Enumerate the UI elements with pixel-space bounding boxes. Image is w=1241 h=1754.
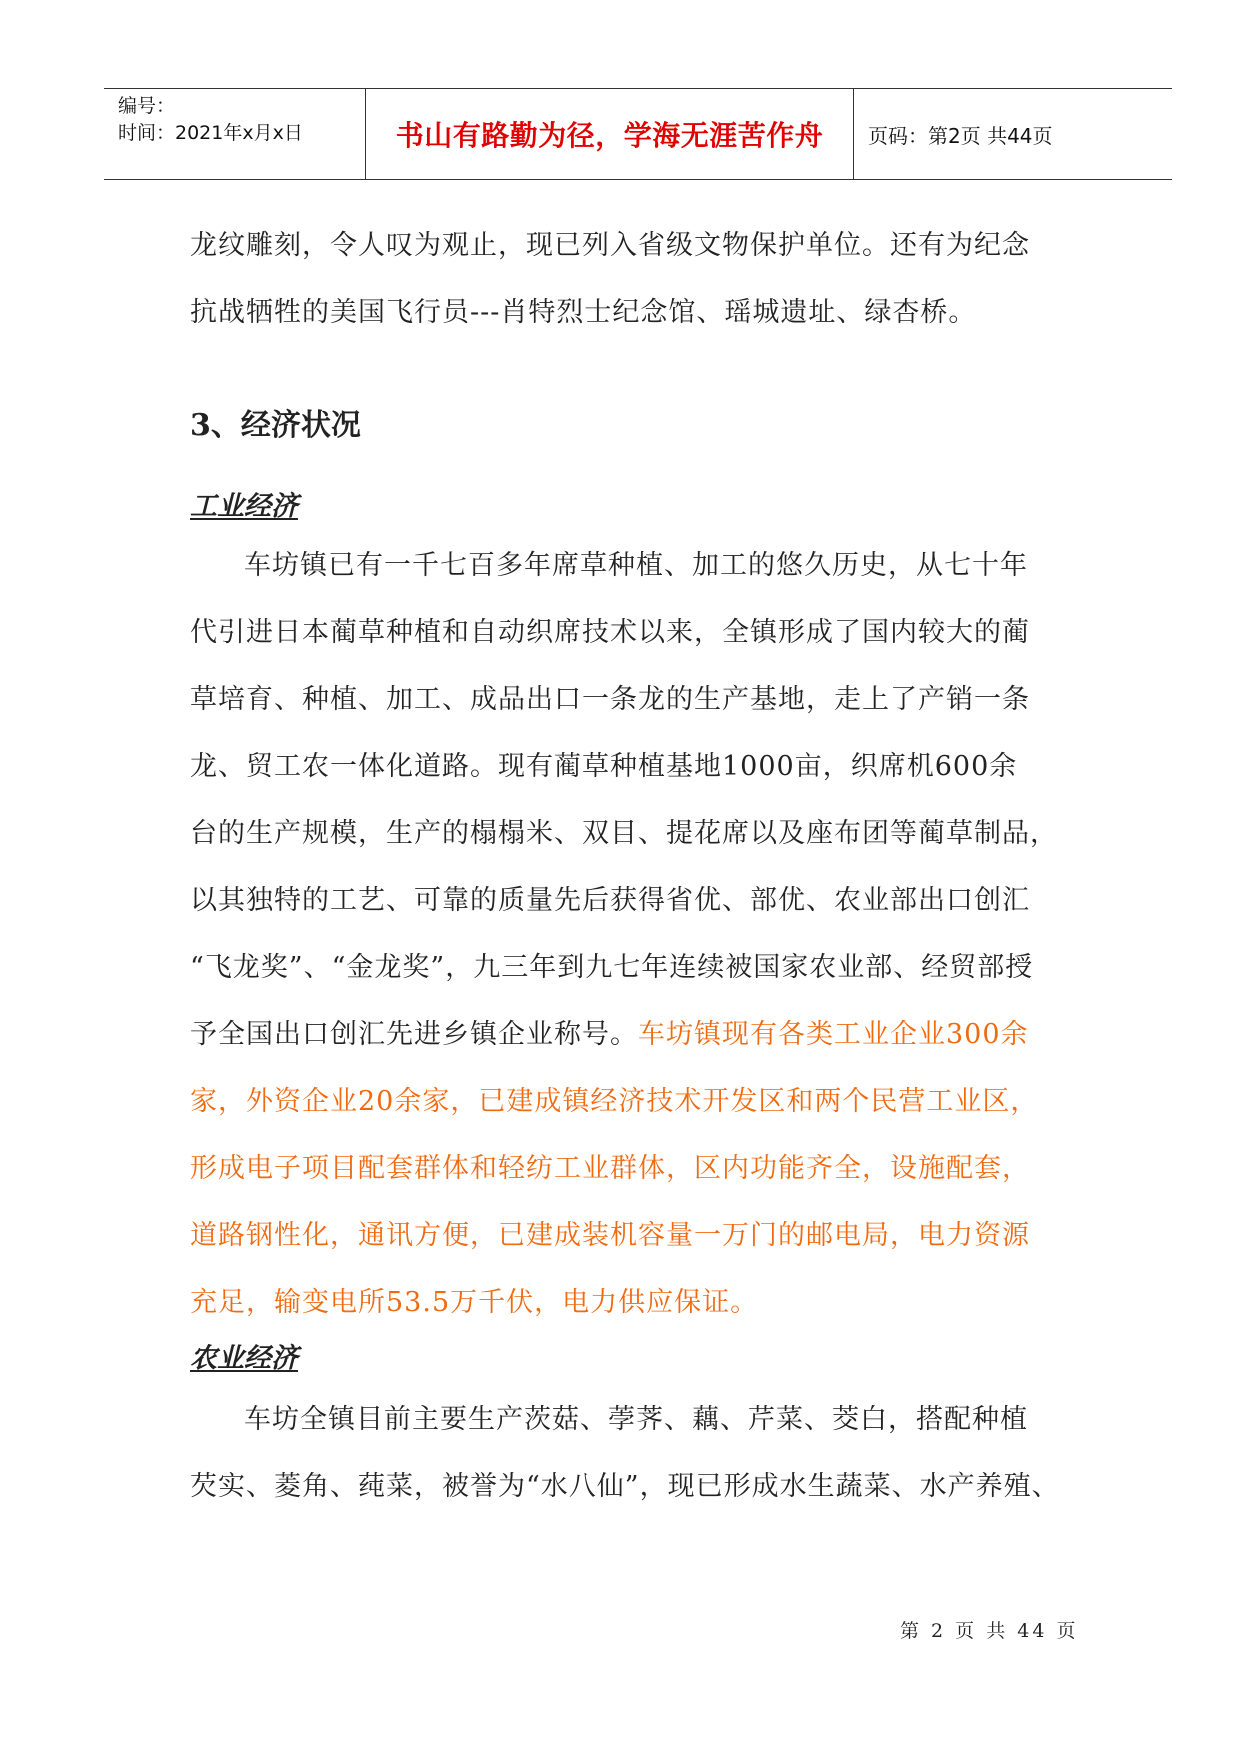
text-highlight: 车坊镇现有各类工业企业300余 [638, 1019, 1029, 1050]
number-label: 编号： [118, 95, 176, 117]
text-line: 台的生产规模，生产的榻榻米、双目、提花席以及座布团等蔺草制品， [190, 818, 1058, 849]
text-line: 抗战牺牲的美国飞行员---肖特烈士纪念馆、瑶城遗址、绿杏桥。 [190, 297, 977, 328]
section-heading: 3、经济状况 [190, 408, 361, 443]
text-highlight-line: 形成电子项目配套群体和轻纺工业群体，区内功能齐全，设施配套， [190, 1153, 1030, 1184]
header-page-info: 页码：第2页 共44页 [868, 123, 1053, 148]
subheading-agriculture: 农业经济 [190, 1343, 298, 1374]
industry-paragraph [190, 532, 1070, 1336]
text-line: 龙、贸工农一体化道路。现有蔺草种植基地1000亩，织席机600余 [190, 751, 1018, 782]
intro-paragraph [190, 212, 1070, 346]
text-line: 车坊全镇目前主要生产茨菇、荸荠、藕、芹菜、茭白，搭配种植 [244, 1404, 1028, 1435]
text-highlight-line: 充足，输变电所53.5万千伏，电力供应保证。 [190, 1287, 759, 1318]
text-line: 代引进日本蔺草种植和自动织席技术以来，全镇形成了国内较大的蔺 [190, 617, 1030, 648]
text-line: 芡实、菱角、莼菜，被誉为“水八仙”，现已形成水生蔬菜、水产养殖、 [190, 1471, 1060, 1502]
time-label: 时间：2021年x月x日 [118, 122, 303, 144]
header-meta [104, 89, 366, 179]
text-line: “飞龙奖”、“金龙奖”，九三年到九七年连续被国家农业部、经贸部授 [190, 952, 1034, 983]
text-line: 龙纹雕刻，令人叹为观止，现已列入省级文物保护单位。还有为纪念 [190, 230, 1030, 261]
page-header [104, 88, 1172, 180]
text-line: 以其独特的工艺、可靠的质量先后获得省优、部优、农业部出口创汇 [190, 885, 1030, 916]
subheading-industry: 工业经济 [190, 491, 298, 522]
text-black: 予全国出口创汇先进乡镇企业称号。 [190, 1019, 638, 1050]
text-line: 车坊镇已有一千七百多年席草种植、加工的悠久历史，从七十年 [244, 550, 1028, 581]
agriculture-paragraph [190, 1386, 1070, 1520]
header-motto: 书山有路勤为径，学海无涯苦作舟 [366, 89, 854, 179]
text-highlight-line: 家，外资企业20余家，已建成镇经济技术开发区和两个民营工业区， [190, 1086, 1039, 1117]
text-highlight-line: 道路钢性化，通讯方便，已建成装机容量一万门的邮电局，电力资源 [190, 1220, 1030, 1251]
text-line: 草培育、种植、加工、成品出口一条龙的生产基地，走上了产销一条 [190, 684, 1030, 715]
page-footer: 第 2 页 共 44 页 [900, 1620, 1079, 1642]
text-line [190, 1001, 1070, 1068]
